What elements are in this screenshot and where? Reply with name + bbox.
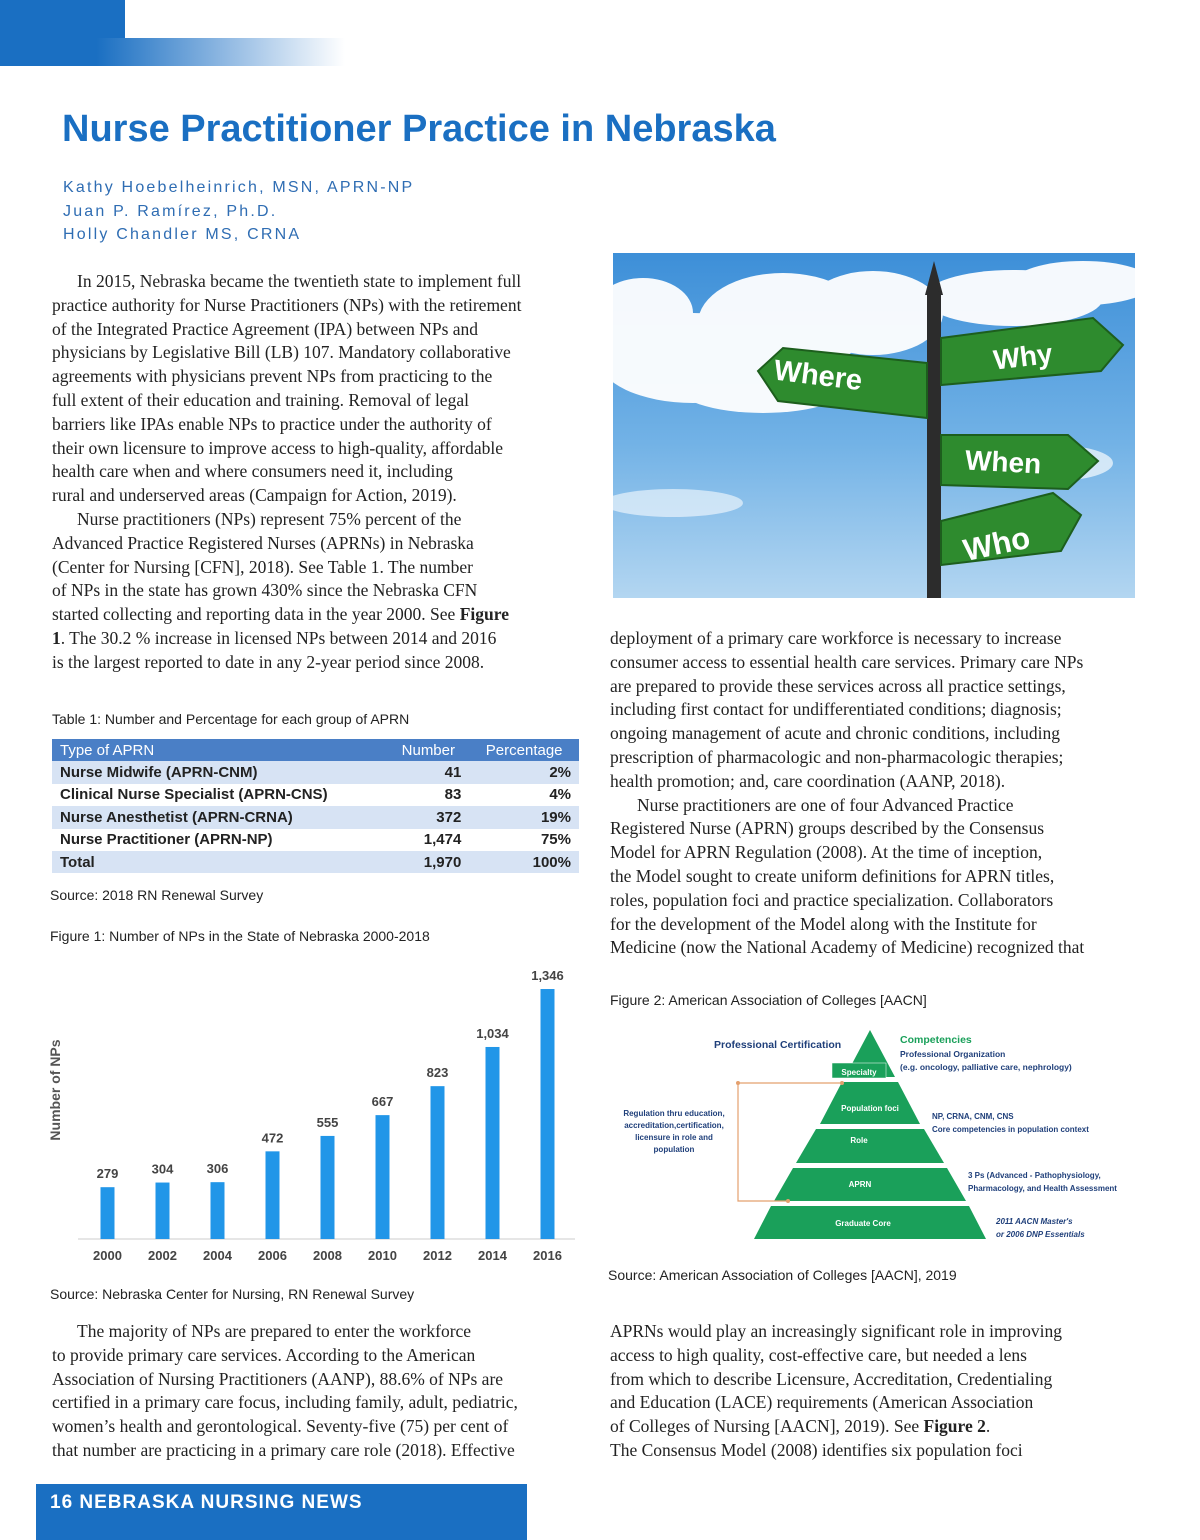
text-line: The Consensus Model (2008) identifies six population foci: [610, 1439, 1023, 1460]
table-cell: 1,474: [387, 829, 469, 851]
table1-source: Source: 2018 RN Renewal Survey: [50, 887, 264, 903]
note-line: Regulation thru education,: [623, 1109, 725, 1118]
text-line: of NPs in the state has grown 430% since the Nebraska CFN: [52, 580, 478, 601]
sign-when: [941, 435, 1098, 489]
pyramid-level-label: Specialty: [841, 1068, 877, 1077]
right-column-continued: [610, 1320, 1170, 1463]
text-fragment: .: [985, 1416, 991, 1437]
population-note: [932, 1112, 1089, 1134]
x-tick-2002: 2002: [148, 1248, 177, 1263]
table-row: [52, 761, 579, 783]
header-gradient-bar: [0, 38, 345, 66]
right-column-text: [610, 627, 1170, 960]
signpost-illustration: [613, 253, 1135, 598]
table-cell: 83: [387, 784, 469, 806]
bar-2010: [376, 1115, 390, 1239]
data-label-2016: 1,346: [531, 968, 564, 984]
text-line: the Model sought to create uniform definitions for APRN titles,: [610, 865, 1055, 886]
sign-label: Where: [772, 354, 864, 398]
text-line: for the development of the Model along with the Institute for: [610, 913, 1037, 934]
author-name: Juan P. Ramírez, Ph.D.: [63, 202, 278, 220]
aprn-table: [52, 739, 579, 873]
text-line: physicians by Legislative Bill (LB) 107. Mandatory collaborative: [52, 342, 511, 363]
three-ps-note: [968, 1171, 1117, 1193]
table-cell: 41: [387, 761, 469, 783]
sign-label: Who: [960, 519, 1034, 568]
competencies-label: Competencies: [900, 1034, 972, 1046]
table-cell: Total: [52, 851, 387, 873]
header-accent-bar: [0, 0, 125, 38]
x-tick-2012: 2012: [423, 1248, 452, 1263]
note-line: licensure in role and: [635, 1133, 713, 1142]
text-line: Registered Nurse (APRN) groups described by the Consensus: [610, 818, 1045, 839]
text-line: is the largest reported to date in any 2-year period since 2008.: [52, 651, 485, 672]
text-line: [52, 628, 496, 648]
text-line: deployment of a primary care workforce is necessary to increase: [610, 628, 1062, 648]
pyramid-tier-specialty: [820, 1082, 920, 1124]
paragraph: [52, 1320, 597, 1463]
text-line: practice authority for Nurse Practitioners (NPs) with the retirement: [52, 294, 522, 315]
text-line: full extent of their education and training. Removal of legal: [52, 389, 469, 410]
data-label-2014: 1,034: [476, 1025, 509, 1041]
text-line: and Education (LACE) requirements (American Association: [610, 1392, 1034, 1413]
text-line: [52, 604, 509, 624]
signpost-photo: [613, 253, 1135, 598]
table-header-cell: Number: [387, 739, 469, 761]
text-line: from which to describe Licensure, Accreditation, Credentialing: [610, 1368, 1053, 1389]
text-line: APRNs would play an increasingly significant role in improving: [610, 1321, 1063, 1341]
table-header-cell: Percentage: [469, 739, 579, 761]
text-line: Model for APRN Regulation (2008). At the time of inception,: [610, 842, 1043, 863]
data-label-2010: 667: [371, 1094, 394, 1110]
text-line: agreements with physicians prevent NPs from practicing to the: [52, 366, 493, 387]
data-label-2004: 306: [206, 1161, 229, 1177]
note-line: Pharmacology, and Health Assessment: [968, 1184, 1117, 1193]
data-label-2006: 472: [261, 1130, 284, 1146]
professional-organization-example: (e.g. oncology, palliative care, nephrology): [900, 1062, 1072, 1072]
text-line: women’s health and gerontological. Seventy-five (75) per cent of: [52, 1416, 509, 1437]
text-line: rural and underserved areas (Campaign for Action, 2019).: [52, 485, 457, 506]
table-cell: 19%: [469, 806, 579, 828]
text-line: access to high quality, cost-effective care, but needed a lens: [610, 1344, 1027, 1365]
text-line: Nurse practitioners are one of four Advanced Practice: [637, 794, 1014, 815]
figure1-source: Source: Nebraska Center for Nursing, RN Renewal Survey: [50, 1286, 415, 1302]
text-line: barriers like IPAs enable NPs to practice under the authority of: [52, 413, 492, 434]
text-fragment: of Colleges of Nursing [AACN], 2019). See: [610, 1416, 924, 1437]
professional-certification-label: Professional Certification: [714, 1039, 842, 1051]
text-line: health care when and where consumers need it, including: [52, 461, 453, 482]
x-tick-2008: 2008: [313, 1248, 342, 1263]
pyramid-tier-population-role: [796, 1129, 944, 1163]
table-header-cell: Type of APRN: [52, 739, 387, 761]
figure2-source: Source: American Association of Colleges [AACN], 2019: [608, 1267, 957, 1283]
left-column-continued: [52, 1320, 597, 1463]
table-cell: Nurse Practitioner (APRN-NP): [52, 829, 387, 851]
y-axis-label: Number of NPs: [47, 1039, 63, 1141]
paragraph: [52, 508, 597, 675]
note-line: NP, CRNA, CNM, CNS: [932, 1112, 1014, 1121]
figure-reference: 1: [52, 627, 61, 648]
x-tick-2010: 2010: [368, 1248, 397, 1263]
text-line: are prepared to provide these services across all practice settings,: [610, 675, 1066, 696]
data-label-2000: 279: [96, 1166, 119, 1182]
x-tick-2004: 2004: [203, 1248, 232, 1263]
text-line: including first contact for undifferentiated conditions; diagnosis;: [610, 699, 1062, 720]
np-bar-chart: [40, 965, 585, 1275]
figure1-caption: Figure 1: Number of NPs in the State of Nebraska 2000-2018: [50, 928, 430, 944]
paragraph: [610, 794, 1170, 961]
bar-2014: [486, 1047, 500, 1239]
x-tick-2016: 2016: [533, 1248, 562, 1263]
figure2-caption: Figure 2: American Association of Colleges [AACN]: [610, 992, 927, 1008]
pyramid-level-label: APRN: [848, 1180, 872, 1189]
professional-organization-label: Professional Organization: [900, 1049, 1006, 1059]
page-footer: [36, 1484, 527, 1540]
text-line: ongoing management of acute and chronic conditions, including: [610, 723, 1061, 744]
author-name: Holly Chandler MS, CRNA: [63, 226, 302, 243]
text-line: (Center for Nursing [CFN], 2018). See Table 1. The number: [52, 556, 473, 577]
text-line: Medicine (now the National Academy of Medicine) recognized that: [610, 937, 1085, 958]
sign-label: Why: [991, 337, 1055, 376]
signpost-pole: [927, 293, 941, 598]
note-line: or 2006 DNP Essentials: [996, 1230, 1085, 1239]
table1: [52, 739, 579, 873]
sign-label: When: [964, 444, 1043, 480]
text-line: certified in a primary care focus, including family, adult, pediatric,: [52, 1392, 518, 1413]
text-line: to provide primary care services. According to the American: [52, 1344, 476, 1365]
text-line: Advanced Practice Registered Nurses (APRNs) in Nebraska: [52, 532, 474, 553]
table-row: [52, 829, 579, 851]
data-label-2012: 823: [426, 1065, 449, 1081]
left-column-intro: [52, 270, 597, 675]
bar-2004: [211, 1182, 225, 1239]
regulation-note: [623, 1109, 724, 1154]
text-line: their own licensure to improve access to high-quality, affordable: [52, 437, 503, 458]
article-title: Nurse Practitioner Practice in Nebraska: [62, 108, 776, 150]
table-cell: Nurse Anesthetist (APRN-CRNA): [52, 806, 387, 828]
bar-2002: [156, 1183, 170, 1239]
text-fragment: . The 30.2 % increase in licensed NPs between 2014 and 2016: [60, 627, 497, 648]
text-line: that number are practicing in a primary care role (2018). Effective: [52, 1439, 515, 1460]
data-label-2008: 555: [316, 1114, 339, 1130]
x-tick-2000: 2000: [93, 1248, 122, 1263]
x-tick-2006: 2006: [258, 1248, 287, 1263]
table-row: [52, 806, 579, 828]
table-header-row: [52, 739, 579, 761]
text-line: The majority of NPs are prepared to enter the workforce: [77, 1321, 472, 1341]
footer-text: 16 NEBRASKA NURSING NEWS: [50, 1492, 363, 1513]
text-line: [610, 1416, 990, 1436]
pyramid-level-label: Population foci: [841, 1104, 899, 1113]
pyramid-level-label: Graduate Core: [835, 1219, 891, 1228]
text-line: Association of Nursing Practitioners (AANP), 88.6% of NPs are: [52, 1368, 504, 1389]
pyramid-level-label: Role: [850, 1136, 868, 1145]
paragraph: [610, 627, 1170, 794]
bar-2006: [266, 1151, 280, 1239]
essentials-note: [995, 1217, 1085, 1239]
note-line: population: [653, 1145, 695, 1154]
bar-2016: [541, 989, 555, 1239]
table-cell: Nurse Midwife (APRN-CNM): [52, 761, 387, 783]
paragraph: [52, 270, 597, 508]
table-cell: 75%: [469, 829, 579, 851]
note-line: 3 Ps (Advanced - Pathophysiology,: [968, 1171, 1101, 1180]
text-line: consumer access to essential health care services. Primary care NPs: [610, 651, 1084, 672]
paragraph: [610, 1320, 1170, 1463]
note-line: Core competencies in population context: [932, 1125, 1089, 1134]
text-line: prescription of pharmacologic and non-pharmacologic therapies;: [610, 746, 1064, 767]
table-cell: 100%: [469, 851, 579, 873]
table-cell: Clinical Nurse Specialist (APRN-CNS): [52, 784, 387, 806]
figure-reference: Figure: [459, 604, 509, 625]
table1-caption: Table 1: Number and Percentage for each group of APRN: [52, 711, 410, 727]
text-line: Nurse practitioners (NPs) represent 75% percent of the: [77, 508, 462, 529]
author-name: Kathy Hoebelheinrich, MSN, APRN-NP: [63, 179, 415, 196]
text-fragment: started collecting and reporting data in the year 2000. See: [52, 604, 460, 625]
table-row: [52, 784, 579, 806]
table-row: [52, 851, 579, 873]
text-line: health promotion; and, care coordination (AANP, 2018).: [610, 770, 1006, 791]
x-tick-2014: 2014: [478, 1248, 507, 1263]
note-line: 2011 AACN Master's: [996, 1217, 1073, 1226]
author-list: [63, 176, 414, 247]
note-line: accreditation,certification,: [624, 1121, 724, 1130]
bar-2012: [431, 1086, 445, 1239]
bar-2000: [101, 1187, 115, 1239]
table-cell: 4%: [469, 784, 579, 806]
figure-reference: Figure 2: [923, 1416, 986, 1437]
table-cell: 372: [387, 806, 469, 828]
data-label-2002: 304: [151, 1161, 174, 1177]
table-cell: 2%: [469, 761, 579, 783]
table-cell: 1,970: [387, 851, 469, 873]
bar-2008: [321, 1136, 335, 1239]
text-line: roles, population foci and practice specialization. Collaborators: [610, 889, 1054, 910]
text-line: of the Integrated Practice Agreement (IPA) between NPs and: [52, 318, 479, 339]
aprn-pyramid-diagram: [610, 1025, 1150, 1250]
text-line: In 2015, Nebraska became the twentieth state to implement full: [77, 271, 522, 291]
